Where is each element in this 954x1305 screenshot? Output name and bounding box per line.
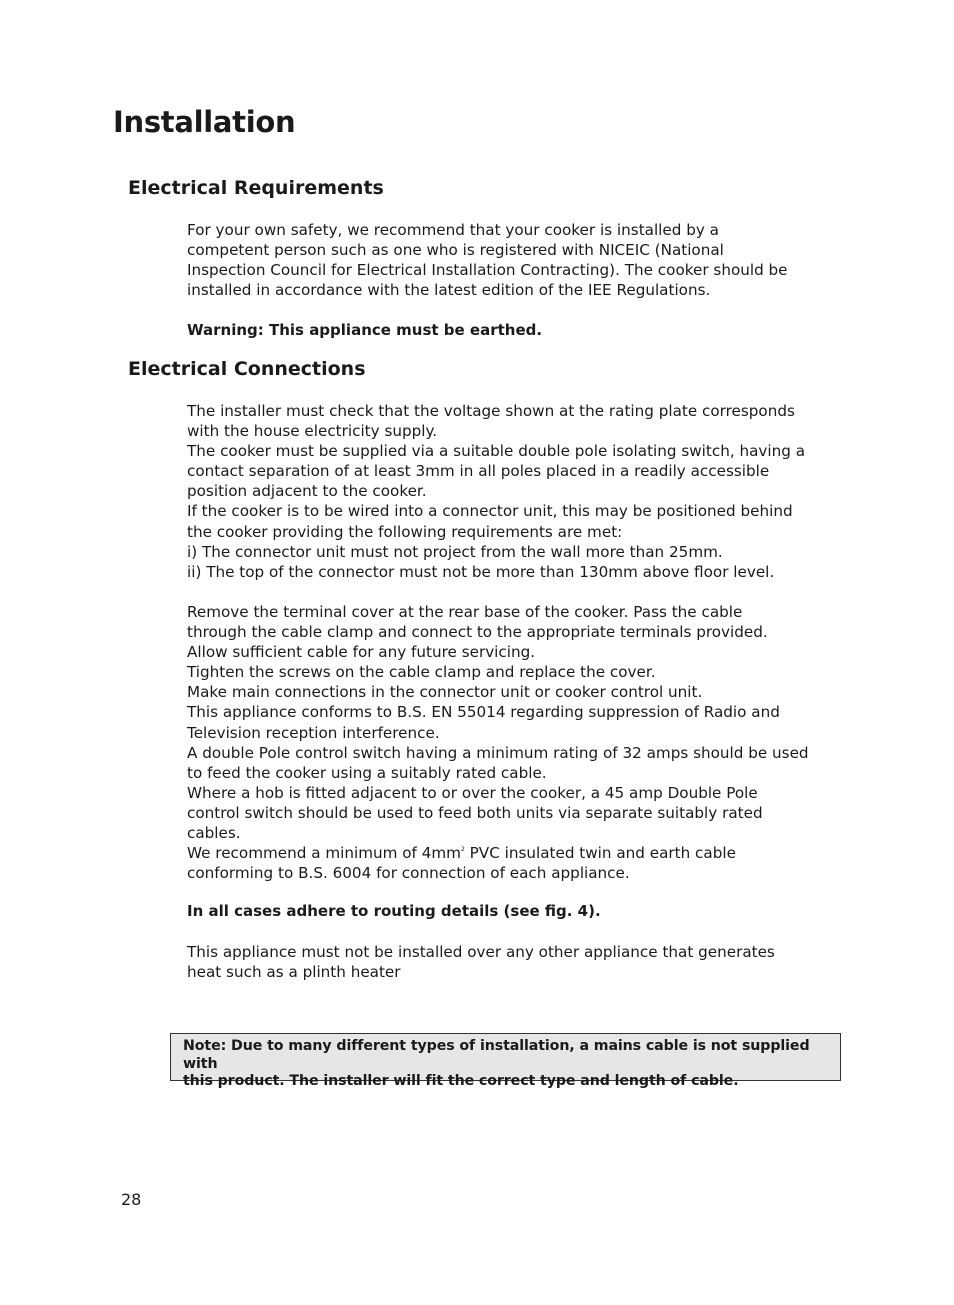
connections-paragraph [187, 401, 847, 883]
connections-line: Television reception interference. [187, 723, 440, 742]
connections-line: ii) The top of the connector must not be more than 130mm above floor level. [187, 562, 775, 581]
note-line: Note: Due to many different types of installation, a mains cable is not supplied with [183, 1038, 810, 1072]
connections-line: conforming to B.S. 6004 for connection of each appliance. [187, 864, 630, 883]
requirements-line: Inspection Council for Electrical Installation Contracting). The cooker should be [187, 261, 788, 280]
earthing-warning: Warning: This appliance must be earthed. [187, 321, 543, 339]
connections-line: The installer must check that the voltage shown at the rating plate corresponds [187, 402, 795, 420]
connections-line: Make main connections in the connector unit or cooker control unit. [187, 683, 703, 702]
connections-line: position adjacent to the cooker. [187, 482, 427, 501]
connections-line: Tighten the screws on the cable clamp and replace the cover. [187, 663, 656, 682]
cable-recommendation-line [187, 843, 847, 863]
connections-line: to feed the cooker using a suitably rated cable. [187, 763, 547, 782]
connections-line: the cooker providing the following requirements are met: [187, 522, 623, 541]
cable-text: We recommend a minimum of 4mm [187, 844, 461, 863]
connections-line: contact separation of at least 3mm in all poles placed in a readily accessible [187, 462, 770, 481]
electrical-requirements-heading: Electrical Requirements [128, 177, 384, 199]
requirements-paragraph [187, 220, 847, 300]
page-number: 28 [121, 1190, 142, 1209]
connections-line: The cooker must be supplied via a suitable double pole isolating switch, having a [187, 442, 806, 461]
connections-line: through the cable clamp and connect to the appropriate terminals provided. [187, 623, 768, 642]
requirements-line: installed in accordance with the latest edition of the IEE Regulations. [187, 281, 711, 300]
connections-line: with the house electricity supply. [187, 422, 438, 441]
note-line: this product. The installer will fit the correct type and length of cable. [183, 1073, 739, 1089]
page-title: Installation [113, 105, 296, 139]
routing-instruction: In all cases adhere to routing details (see fig. 4). [187, 902, 601, 920]
connections-line: A double Pole control switch having a minimum rating of 32 amps should be used [187, 743, 809, 762]
connections-line: Allow sufficient cable for any future servicing. [187, 643, 536, 662]
connections-line: If the cooker is to be wired into a connector unit, this may be positioned behind [187, 502, 793, 521]
connections-line: i) The connector unit must not project from the wall more than 25mm. [187, 542, 723, 561]
connections-line: Remove the terminal cover at the rear base of the cooker. Pass the cable [187, 602, 743, 621]
heater-line: This appliance must not be installed over any other appliance that generates [187, 943, 775, 961]
squared-superscript: 2 [460, 846, 465, 854]
heater-paragraph [187, 942, 847, 982]
heater-line: heat such as a plinth heater [187, 963, 401, 982]
connections-line: Where a hob is fitted adjacent to or over the cooker, a 45 amp Double Pole [187, 783, 758, 802]
connections-line: control switch should be used to feed both units via separate suitably rated [187, 803, 763, 822]
connections-line: cables. [187, 823, 241, 842]
mains-cable-note [170, 1033, 841, 1089]
electrical-connections-heading: Electrical Connections [128, 358, 366, 380]
cable-text: PVC insulated twin and earth cable [464, 844, 736, 863]
connections-line: This appliance conforms to B.S. EN 55014 regarding suppression of Radio and [187, 703, 780, 722]
requirements-line: For your own safety, we recommend that your cooker is installed by a [187, 221, 719, 239]
requirements-line: competent person such as one who is registered with NICEIC (National [187, 241, 724, 260]
